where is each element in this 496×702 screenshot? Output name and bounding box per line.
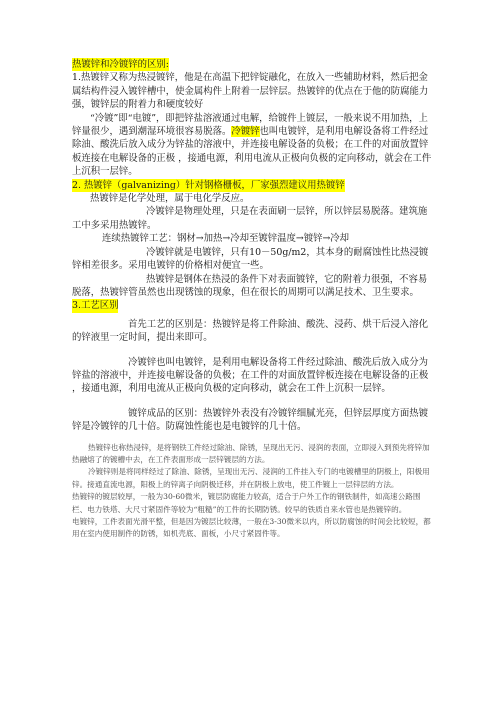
cold-plating-text-a: “冷镀”即“电镀”，即把锌盐溶液通过电解，给镀件上镀层，一般来说不用加热，上锌量很少，遇到潮湿环境很容易脱落。 [72,112,428,138]
cold-plating-highlight: 冷镀锌 [231,126,260,138]
document-title [72,58,434,71]
section-2-heading [72,179,434,192]
section-3-heading-highlight: 3.工艺区别 [72,300,119,312]
note-electroplating-thickness: 电镀锌，工件表面光滑平整，但是因为镀层比较薄，一般在3-30微米以内，所以防腐蚀的时间会比较短，都用在室内使用制件的防锈，如机壳底、面板，小尺寸紧固件等。 [72,517,431,539]
section-2-para-2: 冷镀锌是物理处理，只是在表面刷一层锌，所以锌层易脱落。建筑施工中多采用热镀锌。 [72,206,428,231]
section-3-para-3: 镀锌成品的区别：热镀锌外表没有冷镀锌细腻光亮，但锌层厚度方面热镀锌是冷镀锌的几十倍。防腐蚀性能也是电镀锌的几十倍。 [72,407,429,433]
section-2-para-5: 热镀锌是钢体在热浸的条件下对表面镀锌，它的附着力很强，不容易脱落，热镀锌管虽然也出现锈蚀的现象，但在很长的周期可以满足技术、卫生要求。 [72,273,428,298]
section-2-heading-highlight: 2. 热镀锌（galvanizing）针对钢格栅板，厂家强烈建议用热镀锌 [72,179,345,191]
note-hot-dip-thickness: 热镀锌的镀层较厚，一般为30-60微米，镀层防腐能力较高，适合于户外工作的钢铁制件，如高速公路围栏、电力铁塔、大尺寸紧固件等较为“粗糙”的工件的长期防锈。较早的铁质自来水管也是热镀锌的。 [72,492,421,514]
title-highlight: 热镀锌和冷镀锌的区别: [72,59,169,70]
notes-block [72,442,434,541]
cold-plating-text-b: 也叫电镀锌，是利用电解设备将工件经过除油、酸洗后放入成分为锌盐的溶液中，并连接电解设备的负极；在工件的对面放置锌板连接在电解设备的正极 ，接通电源，利用电流从正极向负极的定向移动，就会在工件上沉积一层锌。 [72,126,432,178]
section-2-para-3: 连续热镀锌工艺：钢材→加热→冷却至镀锌温度→镀锌→冷却 [102,233,350,245]
section-1-cold-plating [72,112,434,179]
spacer [72,396,434,407]
spacer [72,345,434,356]
section-2-para-4: 冷镀锌就是电镀锌，只有10－50g/m2，其本身的耐腐蚀性比热浸镀锌相差很多。采用电镀锌的价格相对便宜一些。 [72,246,429,272]
section-1-intro: 1.热镀锌又称为热浸镀锌，他是在高温下把锌锭融化，在放入一些辅助材料，然后把金属结构件浸入镀锌槽中，使金属构件上附着一层锌层。热镀锌的优点在于他的防腐能力强，镀锌层的附着力和硬度较好 [72,72,429,111]
section-2-para-1: 热镀锌是化学处理，属于电化学反应。 [90,193,250,205]
document-page [72,58,434,541]
note-cold-plating: 冷镀锌则是将同样经过了除油、除锈，呈现出无污、浸润的工件挂入专门的电镀槽里的阴极上，阳极用锌。接通直流电源，阳极上的锌离子向阴极迁移，并在阴极上放电，使工件镀上一层锌层的方法。 [72,467,430,489]
section-3-para-2: 冷镀锌也叫电镀锌，是利用电解设备将工件经过除油、酸洗后放入成分为锌盐的溶液中，并连接电解设备的负极；在工件的对面放置锌板连接在电解设备的正极 ，接通电源，利用电流从正极向负极的定向移动，就会在工件上沉积一层锌。 [72,356,429,395]
section-3-para-1: 首先工艺的区别是：热镀锌是将工件除油、酸洗、浸药、烘干后浸入溶化的锌液里一定时间，提出来即可。 [72,318,429,344]
note-hot-dip: 热镀锌也称热浸锌，是将钢铁工件经过除油、除锈，呈现出无污、浸润的表面，立即浸入到预先将锌加热融熔了的镀槽中去，在工件表面形成一层锌镀层的方法。 [72,442,430,464]
section-3-heading [72,299,434,312]
